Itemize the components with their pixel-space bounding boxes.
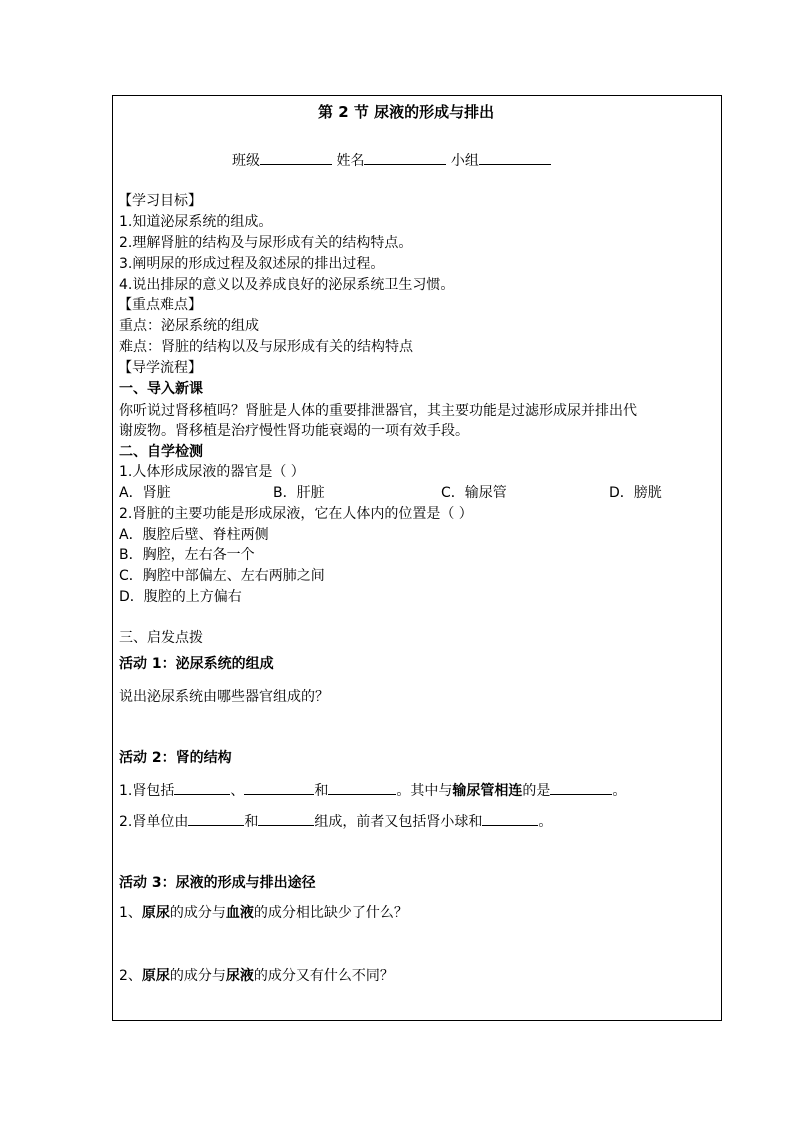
text-segment: 和 — [314, 783, 329, 799]
blank[interactable] — [188, 811, 244, 826]
group-blank[interactable] — [479, 150, 551, 165]
name-blank[interactable] — [364, 150, 446, 165]
q2-option-b[interactable]: B．胸腔，左右各一个 — [119, 547, 255, 563]
text-segment: 的成分相比缺少了什么？ — [253, 905, 408, 921]
q1-option-d[interactable]: D．膀胱 — [609, 485, 662, 501]
activity-2-line-2 — [119, 811, 552, 831]
focus-text: 重点：泌尿系统的组成 — [119, 318, 259, 334]
text-segment: 输尿管相连 — [452, 783, 523, 799]
section-guidance-heading: 三、启发点拨 — [119, 630, 203, 646]
info-line — [232, 150, 551, 170]
blank[interactable] — [550, 780, 612, 795]
class-blank[interactable] — [260, 150, 332, 165]
text-segment: 。 — [612, 783, 627, 799]
activity-3-question-2 — [119, 967, 394, 985]
name-label: 姓名 — [336, 153, 365, 169]
blank[interactable] — [482, 811, 538, 826]
difficulty-text: 难点：肾脏的结构以及与尿形成有关的结构特点 — [119, 339, 413, 355]
activity-2-title: 活动 2：肾的结构 — [119, 750, 232, 766]
objectives-heading: 【学习目标】 — [118, 193, 202, 209]
text-segment: 的是 — [522, 783, 551, 799]
text-segment: 的成分与 — [169, 968, 226, 984]
activity-1-question: 说出泌尿系统由哪些器官组成的？ — [119, 689, 329, 705]
question-1: 1.人体形成尿液的器官是（ ） — [119, 464, 305, 480]
blank[interactable] — [244, 780, 314, 795]
text-segment: 原尿 — [141, 905, 170, 921]
text-segment: 1、 — [119, 905, 142, 921]
text-segment: 组成，前者又包括肾小球和 — [314, 814, 483, 830]
text-segment: 。其中与 — [396, 783, 453, 799]
text-segment: 。 — [538, 814, 553, 830]
class-label: 班级 — [232, 153, 260, 169]
text-segment: 和 — [244, 814, 259, 830]
objective-item: 2.理解肾脏的结构及与尿形成有关的结构特点。 — [119, 235, 413, 251]
q2-option-d[interactable]: D．腹腔的上方偏右 — [119, 589, 242, 605]
q1-option-c[interactable]: C．输尿管 — [441, 485, 507, 501]
q1-option-a[interactable]: A．肾脏 — [119, 485, 171, 501]
intro-text: 谢废物。肾移植是治疗慢性肾功能衰竭的一项有效手段。 — [119, 423, 469, 439]
blank[interactable] — [258, 811, 314, 826]
q2-option-c[interactable]: C．胸腔中部偏左、左右两肺之间 — [119, 568, 325, 584]
text-segment: 1.肾包括 — [119, 783, 175, 799]
intro-text: 你听说过肾移植吗？肾脏是人体的重要排泄器官，其主要功能是过滤形成尿并排出代 — [119, 403, 637, 419]
text-segment: 、 — [230, 783, 245, 799]
key-points-heading: 【重点难点】 — [118, 297, 202, 313]
text-segment: 血液 — [225, 905, 254, 921]
blank[interactable] — [328, 780, 396, 795]
group-label: 小组 — [450, 153, 479, 169]
activity-1-title: 活动 1：泌尿系统的组成 — [119, 656, 274, 672]
page-title: 第 2 节 尿液的形成与排出 — [318, 103, 495, 121]
text-segment: 尿液 — [225, 968, 254, 984]
q2-option-a[interactable]: A．腹腔后壁、脊柱两侧 — [119, 527, 269, 543]
objective-item: 4.说出排尿的意义以及养成良好的泌尿系统卫生习惯。 — [119, 277, 455, 293]
blank[interactable] — [174, 780, 230, 795]
activity-3-title: 活动 3：尿液的形成与排出途径 — [119, 875, 316, 891]
section-selfcheck-heading: 二、自学检测 — [119, 444, 203, 460]
question-2: 2.肾脏的主要功能是形成尿液，它在人体内的位置是（ ） — [119, 506, 473, 522]
text-segment: 原尿 — [141, 968, 170, 984]
q1-option-b[interactable]: B．肝脏 — [273, 485, 325, 501]
text-segment: 2.肾单位由 — [119, 814, 189, 830]
text-segment: 的成分又有什么不同？ — [253, 968, 394, 984]
text-segment: 的成分与 — [169, 905, 226, 921]
activity-2-line-1 — [119, 780, 626, 800]
objective-item: 3.阐明尿的形成过程及叙述尿的排出过程。 — [119, 256, 385, 272]
activity-3-question-1 — [119, 904, 408, 922]
section-intro-heading: 一、导入新课 — [119, 381, 203, 397]
text-segment: 2、 — [119, 968, 142, 984]
objective-item: 1.知道泌尿系统的组成。 — [119, 214, 273, 230]
flow-heading: 【导学流程】 — [118, 360, 202, 376]
